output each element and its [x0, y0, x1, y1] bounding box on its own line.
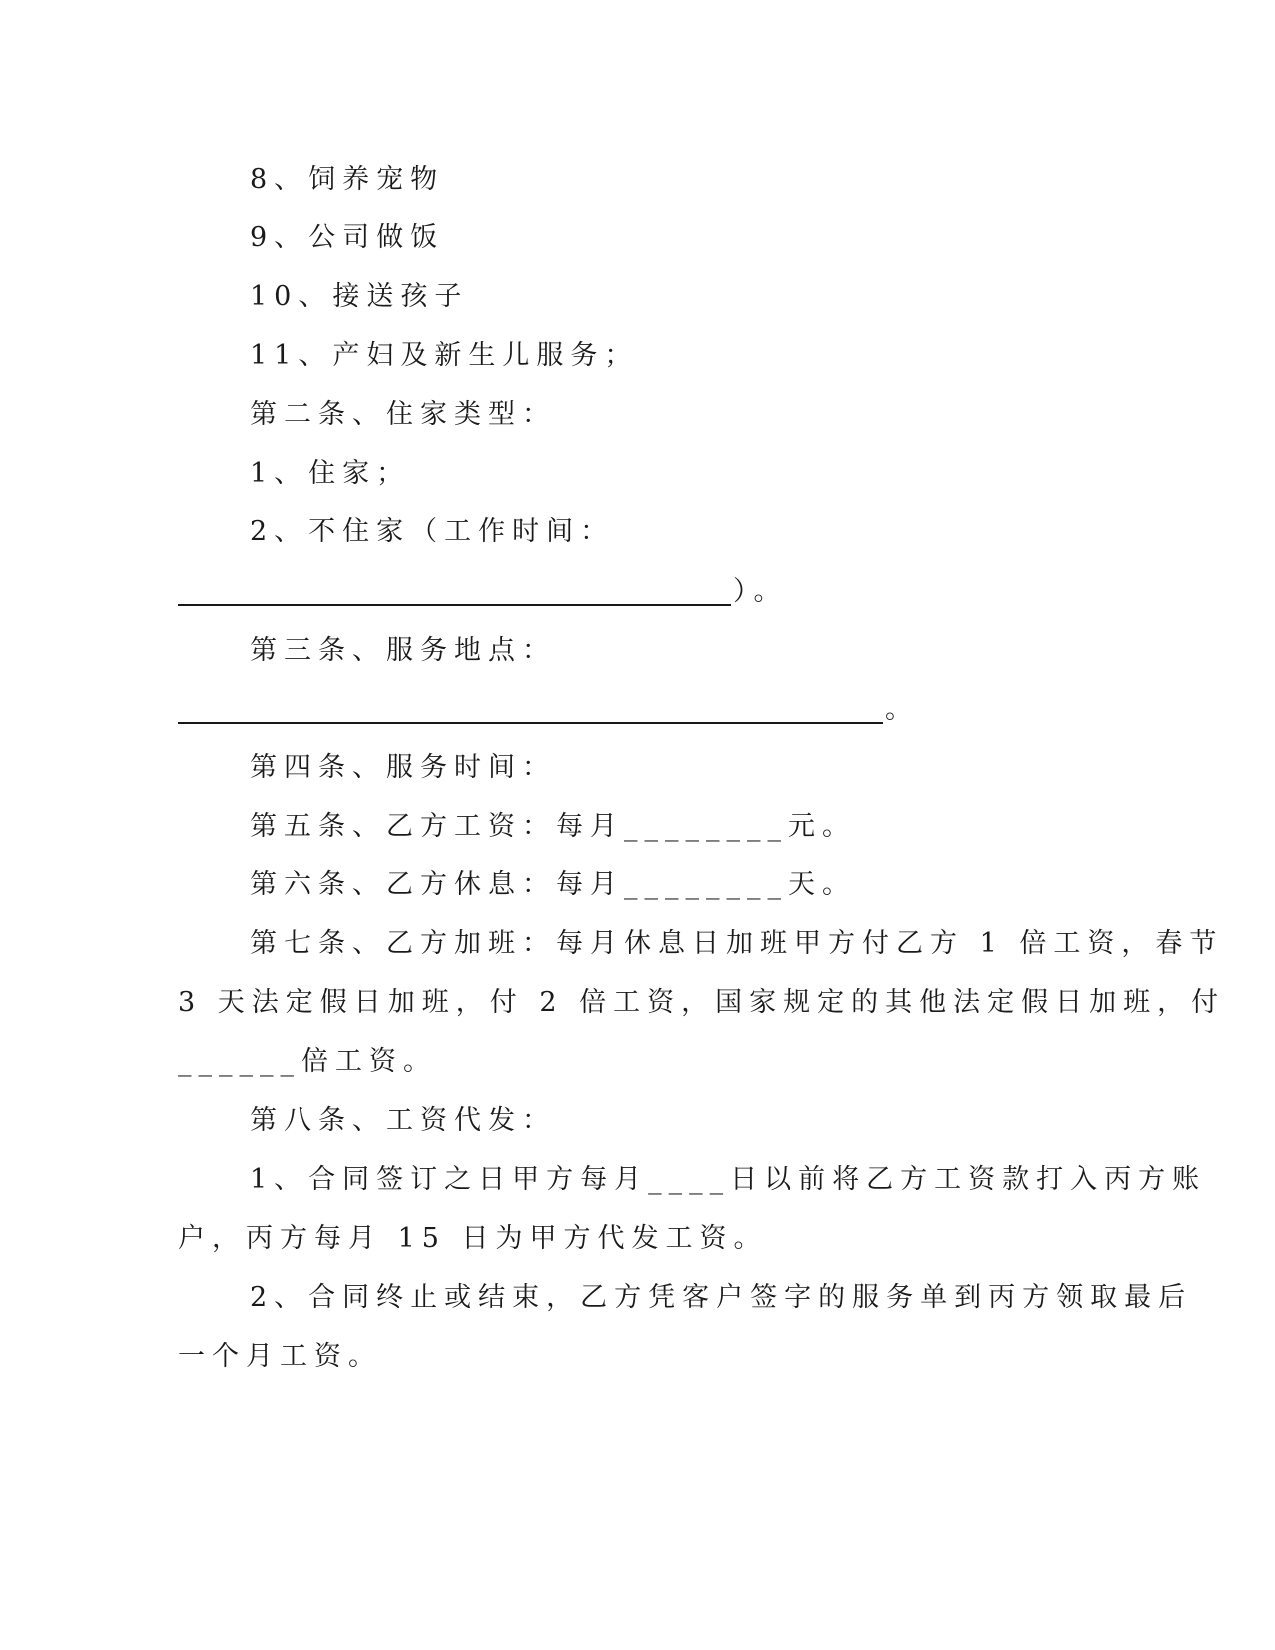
service-location-end: 。	[885, 694, 919, 725]
article-3-heading: 第三条、服务地点：	[250, 635, 556, 666]
article-7-overtime: 第七条、乙方加班：每月休息日加班甲方付乙方 1 倍工资，春节	[250, 928, 1224, 959]
article-8-item-2: 2、合同终止或结束，乙方凭客户签字的服务单到丙方领取最后	[250, 1282, 1193, 1313]
article-7-overtime-cont-1: 3 天法定假日加班，付 2 倍工资，国家规定的其他法定假日加班，付	[178, 987, 1226, 1018]
article-6-rest: 第六条、乙方休息：每月________天。	[250, 869, 856, 900]
list-item-pet-care: 8、饲养宠物	[250, 164, 445, 195]
service-location-blank	[178, 722, 883, 724]
work-hours-blank	[178, 604, 731, 606]
article-8-item-1: 1、合同签订之日甲方每月____日以前将乙方工资款打入丙方账	[250, 1164, 1207, 1195]
article-5-wage: 第五条、乙方工资：每月________元。	[250, 811, 856, 842]
list-item-maternity-service: 11、产妇及新生儿服务；	[250, 340, 639, 371]
list-item-child-pickup: 10、接送孩子	[250, 281, 469, 312]
article-8-item-1-cont: 户，丙方每月 15 日为甲方代发工资。	[178, 1223, 768, 1254]
list-item-not-live-in: 2、不住家（工作时间：	[250, 516, 615, 547]
work-hours-close: ）。	[733, 576, 788, 607]
article-8-item-2-cont: 一个月工资。	[178, 1341, 382, 1372]
article-8-heading: 第八条、工资代发：	[250, 1105, 556, 1136]
article-4-heading: 第四条、服务时间：	[250, 752, 556, 783]
list-item-live-in: 1、住家；	[250, 458, 411, 489]
article-2-heading: 第二条、住家类型：	[250, 399, 556, 430]
article-7-overtime-cont-2: ______倍工资。	[178, 1046, 437, 1077]
list-item-company-cooking: 9、公司做饭	[250, 222, 445, 253]
